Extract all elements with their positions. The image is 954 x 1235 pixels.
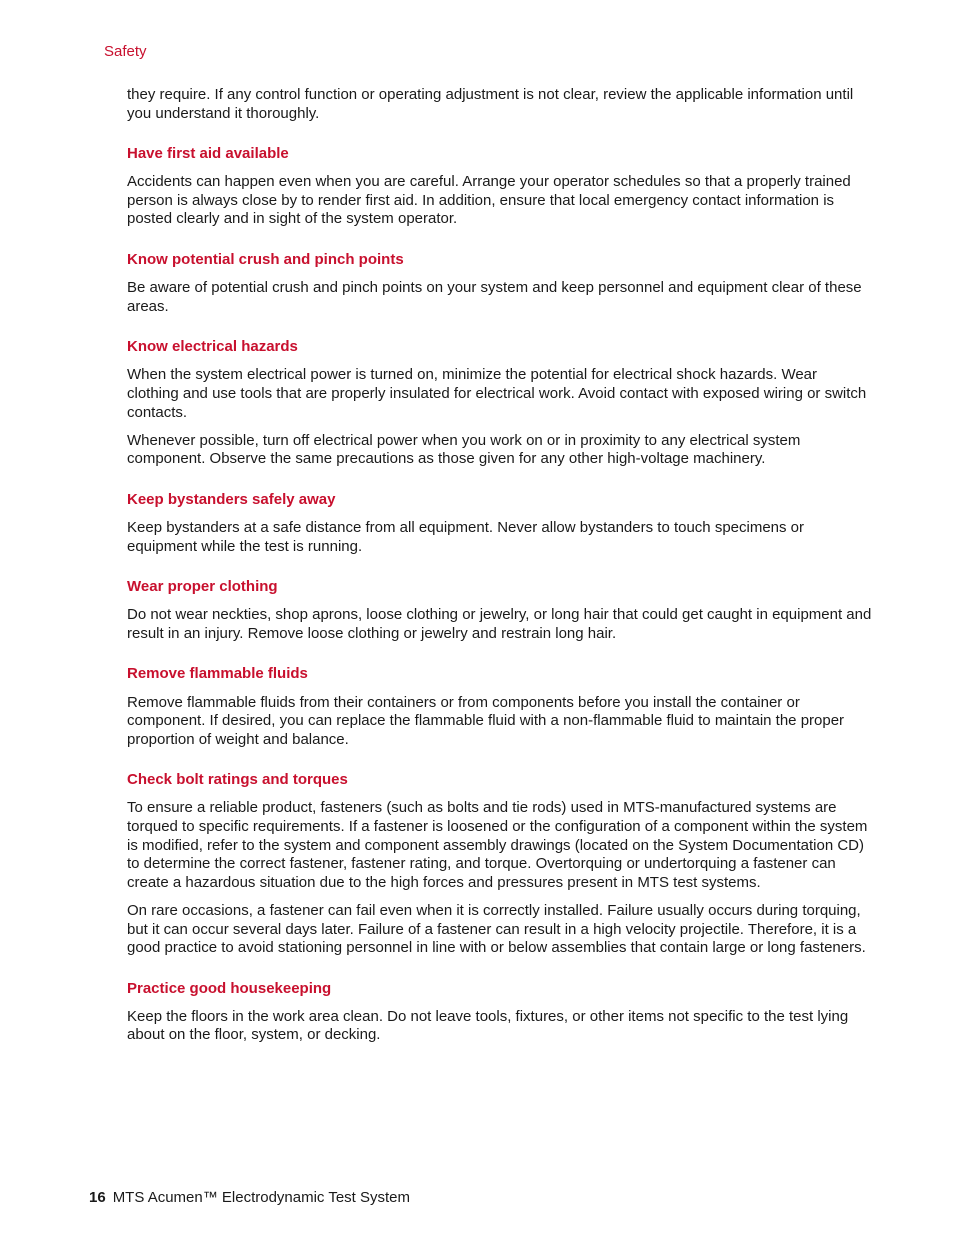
page-footer bbox=[89, 1189, 410, 1206]
section-paragraph: On rare occasions, a fastener can fail even when it is correctly installed. Failure usually occurs during torquing, but it can occur several days later. Failure of a fastener can result in a high velocity projectile. Therefore, it is a good practice to avoid stationing personnel in line with or below assemblies that contain large or long fasteners. bbox=[127, 901, 866, 957]
section-paragraph: Keep the floors in the work area clean. Do not leave tools, fixtures, or other items not specific to the test lying about on the floor, system, or decking. bbox=[127, 1007, 849, 1044]
page-number: 16 bbox=[89, 1189, 106, 1206]
section-heading: Wear proper clothing bbox=[127, 578, 278, 596]
section-title: Safety bbox=[104, 43, 147, 60]
section-paragraph: Keep bystanders at a safe distance from all equipment. Never allow bystanders to touch specimens or equipment while the test is running. bbox=[127, 519, 805, 555]
section-heading: Keep bystanders safely away bbox=[127, 490, 336, 508]
section-heading: Check bolt ratings and torques bbox=[127, 771, 348, 789]
page-body bbox=[127, 86, 872, 1054]
section-crush-pinch bbox=[127, 251, 872, 316]
section-bystanders bbox=[127, 491, 872, 556]
section-first-aid bbox=[127, 145, 872, 229]
section-paragraph: Whenever possible, turn off electrical power when you work on or in proximity to any electrical system component. Observe the same precautions as those given for any other high-voltage machinery. bbox=[127, 431, 801, 468]
section-heading: Know potential crush and pinch points bbox=[127, 251, 404, 269]
section-paragraph: Do not wear neckties, shop aprons, loose clothing or jewelry, or long hair that could get caught in equipment and result in an injury. Remove loose clothing or jewelry and restrain long hair. bbox=[127, 606, 872, 642]
document-title: MTS Acumen™ Electrodynamic Test System bbox=[112, 1189, 411, 1206]
section-flammable bbox=[127, 665, 872, 749]
section-paragraph: Accidents can happen even when you are careful. Arrange your operator schedules so that a properly trained person is always close by to render first aid. In addition, ensure that local emergency contact information is posted clearly and in sight of the system operator. bbox=[127, 173, 851, 228]
section-paragraph: Remove flammable fluids from their containers or from components before you install the container or component. If desired, you can replace the flammable fluid with a non-flammable fluid to maintain the proper proportion of weight and balance. bbox=[127, 693, 845, 748]
section-clothing bbox=[127, 578, 872, 643]
section-heading: Practice good housekeeping bbox=[127, 979, 332, 997]
section-heading: Have first aid available bbox=[127, 145, 289, 163]
section-bolts bbox=[127, 771, 872, 957]
section-heading: Remove flammable fluids bbox=[127, 665, 308, 683]
section-paragraph: To ensure a reliable product, fasteners (such as bolts and tie rods) used in MTS-manufactured systems are torqued to specific requirements. If a fastener is loosened or the configuration of a component within the system is modified, refer to the system and component assembly drawings (located on the System Documentation CD) to determine the correct fastener, fastener rating, and torque. Overtorquing or undertorquing a fastener can create a hazardous situation due to the high forces and pressures present in MTS test systems. bbox=[127, 799, 868, 891]
section-paragraph: When the system electrical power is turned on, minimize the potential for electrical shock hazards. Wear clothing and use tools that are properly insulated for electrical work. Avoid contact with exposed wiring or switch contacts. bbox=[127, 366, 867, 421]
intro-paragraph: they require. If any control function or operating adjustment is not clear, review the applicable information until you understand it thoroughly. bbox=[127, 86, 854, 122]
section-housekeeping bbox=[127, 980, 872, 1045]
section-electrical bbox=[127, 338, 872, 469]
section-heading: Know electrical hazards bbox=[127, 338, 298, 356]
section-paragraph: Be aware of potential crush and pinch points on your system and keep personnel and equipment clear of these areas. bbox=[127, 279, 862, 315]
